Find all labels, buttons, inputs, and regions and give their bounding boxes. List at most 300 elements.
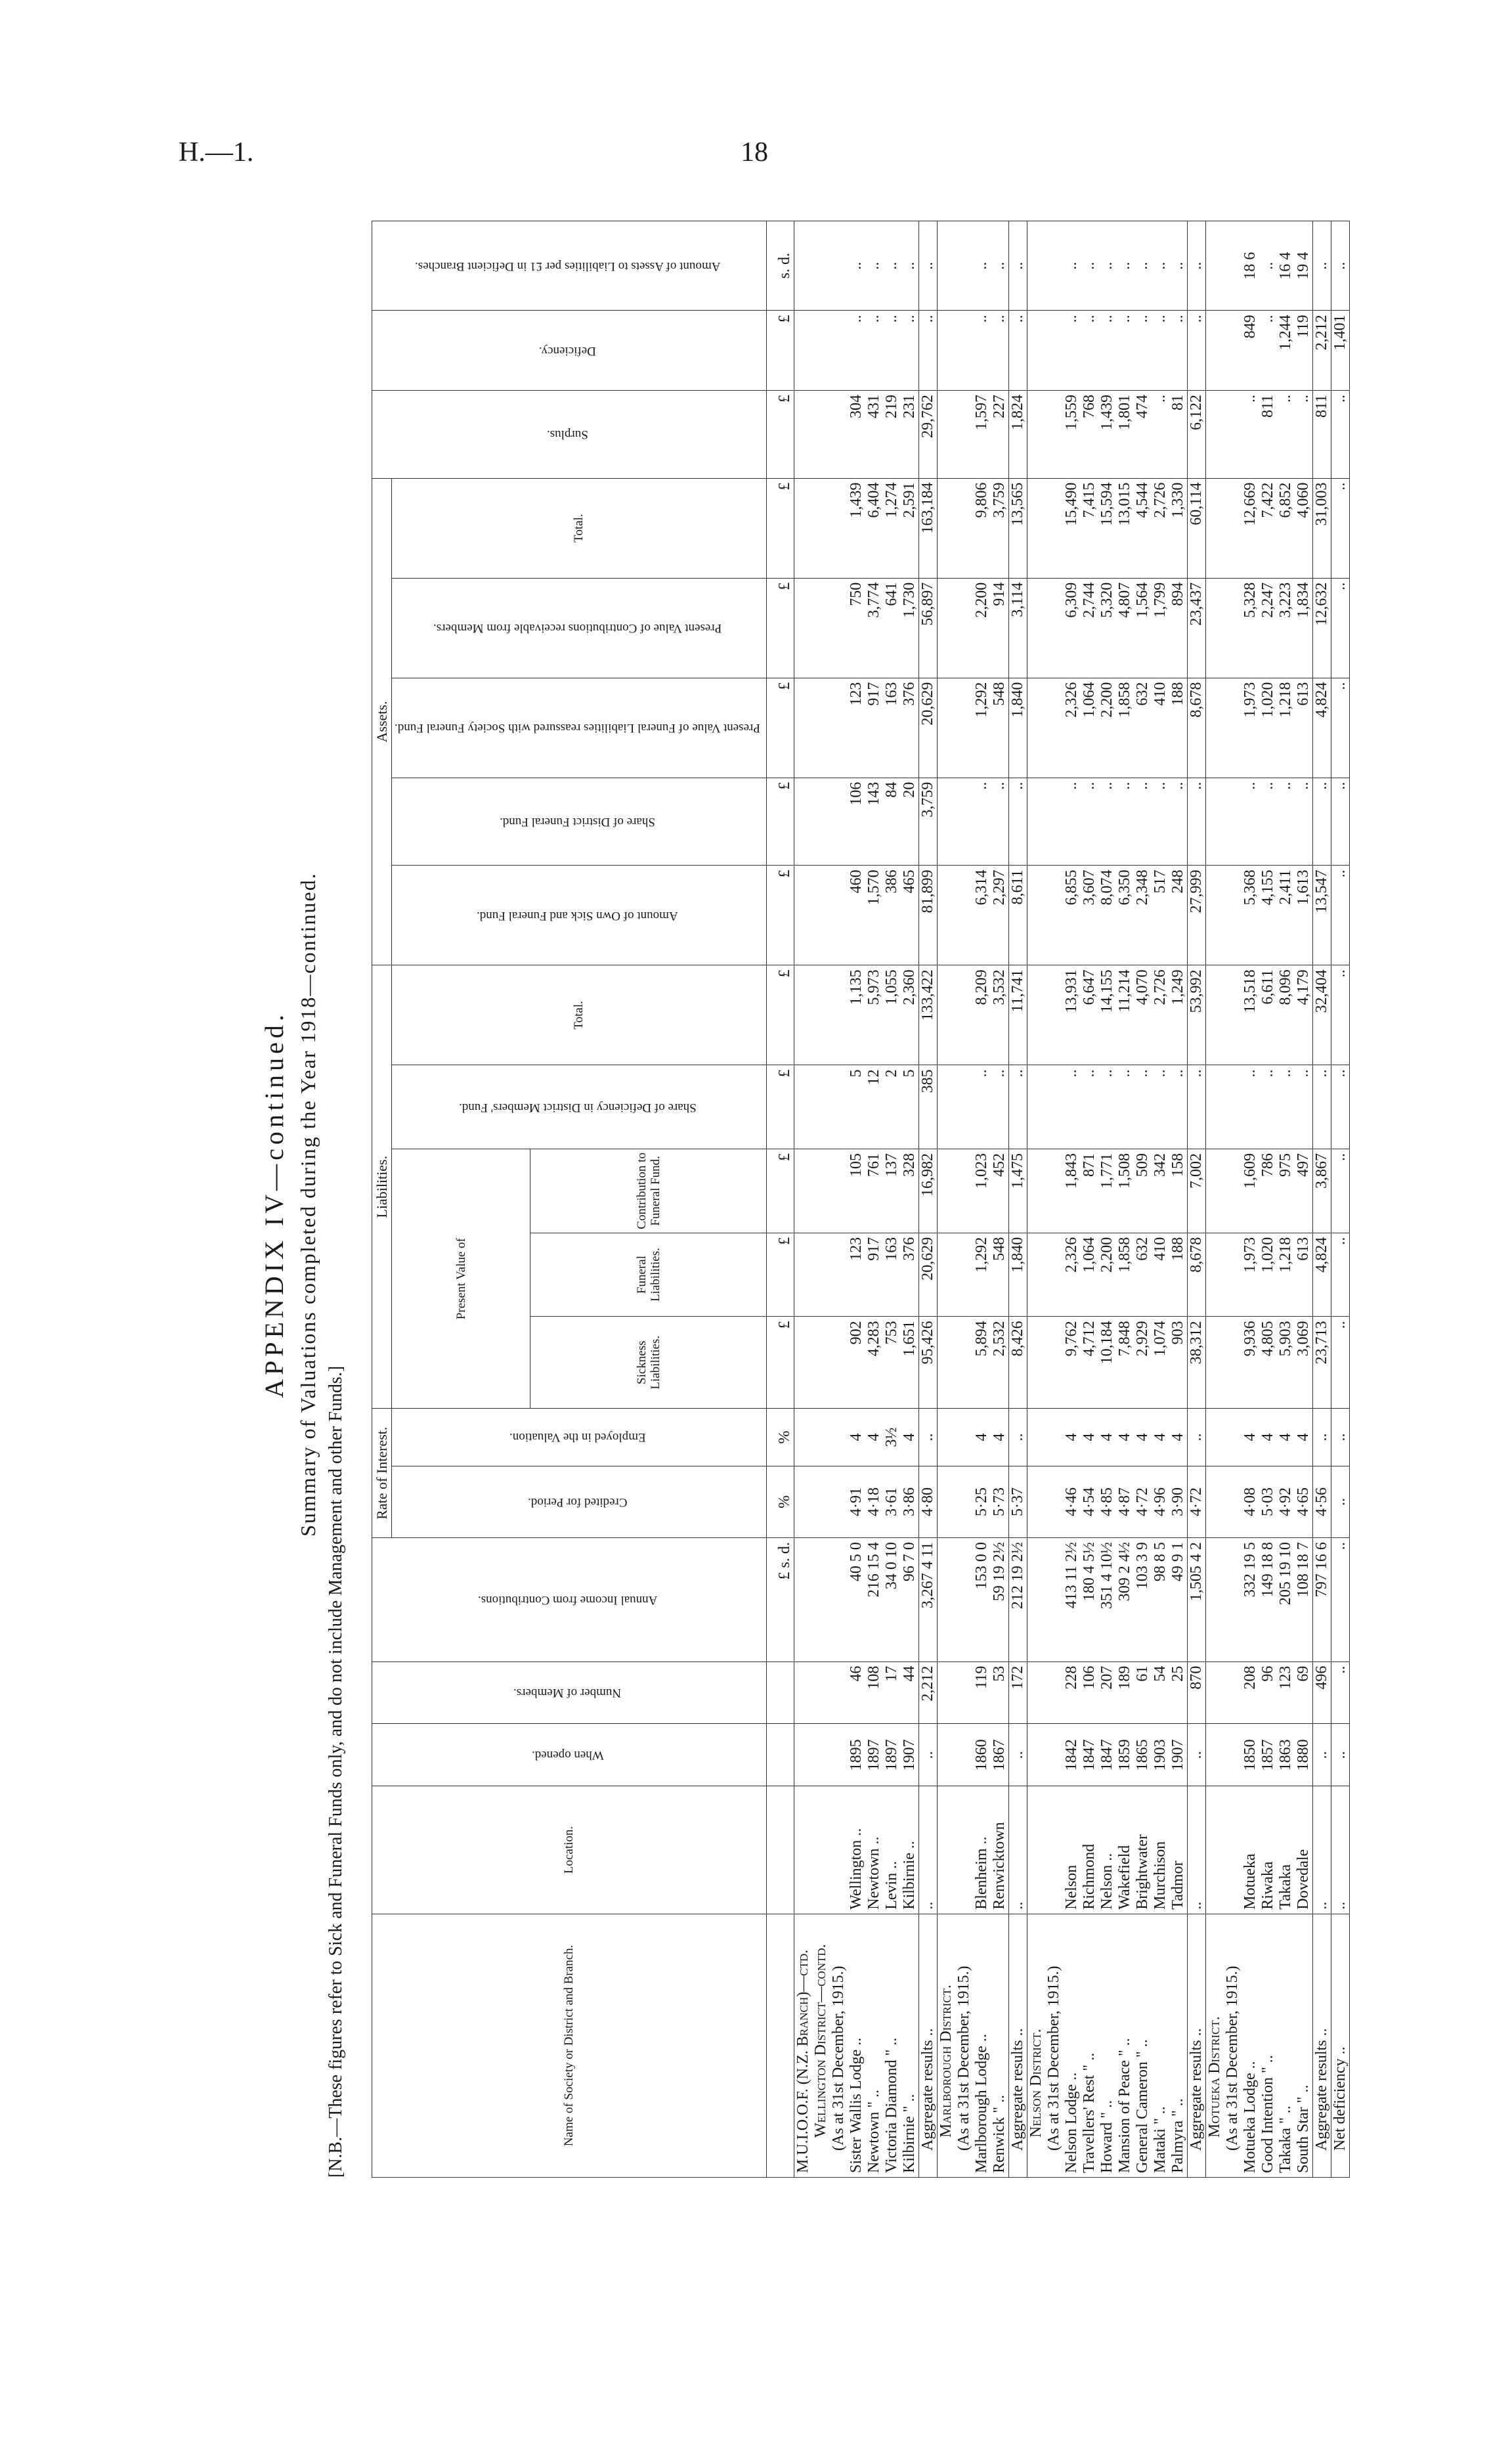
cell-atotal: 31,003	[1312, 478, 1331, 578]
cell-name: Renwick " ..	[991, 1914, 1009, 2177]
cell-perpound: ..	[1312, 221, 1331, 311]
cell-sickness	[812, 1317, 830, 1409]
cell-members: 61	[1134, 1662, 1152, 1724]
cell-deficiency: 1,244	[1277, 311, 1295, 391]
cell-share	[794, 1065, 812, 1149]
cell-funeral: 123	[848, 1233, 865, 1317]
cell-funeral: 548	[991, 1233, 1009, 1317]
cell-atotal: 7,422	[1259, 478, 1277, 578]
cell-total: 14,155	[1098, 965, 1116, 1065]
cell-pvcontrib: 1,799	[1152, 578, 1169, 678]
cell-district	[830, 778, 848, 866]
cell-reassured	[794, 678, 812, 778]
cell-employed: ..	[918, 1409, 937, 1466]
header-funeral-liabilities: Funeral Liabilities.	[530, 1233, 766, 1317]
cell-deficiency	[1027, 311, 1045, 391]
cell-own: 1,570	[865, 866, 883, 965]
cell-employed: ..	[1331, 1409, 1349, 1466]
cell-funeral: 613	[1295, 1233, 1313, 1317]
cell-funeral: ..	[1331, 1233, 1349, 1317]
cell-district: ..	[1242, 778, 1259, 866]
cell-location: Riwaka	[1259, 1786, 1277, 1914]
cell-pvcontrib: 1,730	[901, 578, 919, 678]
cell-reassured	[1027, 678, 1045, 778]
table-row	[1081, 221, 1098, 2178]
units-row	[766, 221, 794, 2178]
cell-total: 8,096	[1277, 965, 1295, 1065]
cell-surplus	[1205, 390, 1224, 478]
cell-share: ..	[1098, 1065, 1116, 1149]
cell-contrib: 871	[1081, 1149, 1098, 1233]
cell-district	[955, 778, 973, 866]
cell-atotal: 7,415	[1081, 478, 1098, 578]
cell-reassured: 1,973	[1242, 678, 1259, 778]
cell-employed: 3½	[883, 1409, 901, 1466]
cell-share: ..	[1116, 1065, 1134, 1149]
cell-contrib: 1,023	[973, 1149, 991, 1233]
cell-location: Wakefield	[1116, 1786, 1134, 1914]
cell-opened	[1045, 1724, 1063, 1786]
cell-name: Good Intention " ..	[1259, 1914, 1277, 2177]
cell-surplus: 219	[883, 390, 901, 478]
cell-atotal: 4,544	[1134, 478, 1152, 578]
cell-credited	[1205, 1466, 1224, 1537]
cell-atotal: 9,806	[973, 478, 991, 578]
table-row	[991, 221, 1009, 2178]
cell-reassured: 123	[848, 678, 865, 778]
cell-district	[1224, 778, 1242, 866]
cell-pvcontrib	[1027, 578, 1045, 678]
header-assets-per-pound: Amount of Assets to Liabilities per £1 in Deficient Branches.	[372, 221, 767, 311]
cell-pvcontrib	[955, 578, 973, 678]
cell-total: 2,726	[1152, 965, 1169, 1065]
cell-contrib: 761	[865, 1149, 883, 1233]
cell-total: 1,135	[848, 965, 865, 1065]
cell-income: 49 9 1	[1169, 1538, 1188, 1662]
cell-own: 6,314	[973, 866, 991, 965]
cell-own: 386	[883, 866, 901, 965]
cell-location	[812, 1786, 830, 1914]
cell-atotal	[812, 478, 830, 578]
cell-surplus: ..	[1152, 390, 1169, 478]
cell-name: Marlborough Lodge ..	[973, 1914, 991, 2177]
cell-total: 1,055	[883, 965, 901, 1065]
cell-members: 108	[865, 1662, 883, 1724]
cell-share: ..	[1152, 1065, 1169, 1149]
cell-total: 53,992	[1187, 965, 1205, 1065]
cell-name: Nelson Lodge ..	[1063, 1914, 1081, 2177]
cell-share: ..	[1277, 1065, 1295, 1149]
cell-reassured: 1,064	[1081, 678, 1098, 778]
cell-surplus: 29,762	[918, 390, 937, 478]
cell-employed: 4	[973, 1409, 991, 1466]
cell-sickness: 2,532	[991, 1317, 1009, 1409]
cell-employed	[937, 1409, 955, 1466]
cell-credited: 3·61	[883, 1466, 901, 1537]
cell-employed	[1045, 1409, 1063, 1466]
cell-credited	[937, 1466, 955, 1537]
unit-cell-own: £	[766, 866, 794, 965]
cell-own: 465	[901, 866, 919, 965]
cell-employed	[1224, 1409, 1242, 1466]
cell-funeral: 1,973	[1242, 1233, 1259, 1317]
cell-opened: 1897	[883, 1724, 901, 1786]
cell-name: Travellers' Rest " ..	[1081, 1914, 1098, 2177]
cell-sickness	[955, 1317, 973, 1409]
cell-atotal	[794, 478, 812, 578]
cell-income: 180 4 5½	[1081, 1538, 1098, 1662]
cell-share	[1224, 1065, 1242, 1149]
cell-name: (As at 31st December, 1915.)	[955, 1914, 973, 2177]
cell-members	[937, 1662, 955, 1724]
cell-funeral	[1045, 1233, 1063, 1317]
cell-pvcontrib: 641	[883, 578, 901, 678]
cell-contrib: 1,475	[1008, 1149, 1027, 1233]
cell-location: Newtown ..	[865, 1786, 883, 1914]
cell-name: Motueka Lodge ..	[1242, 1914, 1259, 2177]
cell-total	[1027, 965, 1045, 1065]
unit-cell-employed: %	[766, 1409, 794, 1466]
section-heading-row	[1027, 221, 1045, 2178]
cell-income: 108 18 7	[1295, 1538, 1313, 1662]
cell-opened: 1847	[1098, 1724, 1116, 1786]
cell-own: 27,999	[1187, 866, 1205, 965]
cell-members: 496	[1312, 1662, 1331, 1724]
cell-perpound	[812, 221, 830, 311]
cell-sickness	[937, 1317, 955, 1409]
cell-pvcontrib	[937, 578, 955, 678]
cell-employed: ..	[1312, 1409, 1331, 1466]
cell-credited: 4·46	[1063, 1466, 1081, 1537]
cell-income	[955, 1538, 973, 1662]
cell-total: 11,214	[1116, 965, 1134, 1065]
cell-share	[937, 1065, 955, 1149]
cell-deficiency: 849	[1242, 311, 1259, 391]
cell-pvcontrib: 1,834	[1295, 578, 1313, 678]
cell-credited: 4·72	[1187, 1466, 1205, 1537]
cell-surplus: ..	[1277, 390, 1295, 478]
cell-share	[830, 1065, 848, 1149]
cell-opened: 1850	[1242, 1724, 1259, 1786]
cell-own	[830, 866, 848, 965]
cell-name: Takaka " ..	[1277, 1914, 1295, 2177]
cell-share: ..	[1008, 1065, 1027, 1149]
cell-sickness: 5,894	[973, 1317, 991, 1409]
valuation-summary-table	[372, 221, 1350, 2178]
cell-name: General Cameron " ..	[1134, 1914, 1152, 2177]
cell-sickness: 7,848	[1116, 1317, 1134, 1409]
cell-total: 13,931	[1063, 965, 1081, 1065]
cell-surplus: ..	[1331, 390, 1349, 478]
cell-location: Tadmor	[1169, 1786, 1188, 1914]
cell-name: Mansion of Peace " ..	[1116, 1914, 1134, 2177]
cell-deficiency: ..	[1152, 311, 1169, 391]
cell-income: 413 11 2½	[1063, 1538, 1081, 1662]
cell-name: Palmyra " ..	[1169, 1914, 1188, 2177]
cell-members: 870	[1187, 1662, 1205, 1724]
cell-opened: 1907	[1169, 1724, 1188, 1786]
cell-opened: 1907	[901, 1724, 919, 1786]
cell-credited	[794, 1466, 812, 1537]
cell-district: 3,759	[918, 778, 937, 866]
cell-atotal: 2,591	[901, 478, 919, 578]
cell-own: 13,547	[1312, 866, 1331, 965]
cell-reassured: 188	[1169, 678, 1188, 778]
note-text: [N.B.—These figures refer to Sick and Funeral Funds only, and do not include Management and other Funds.]	[326, 1365, 346, 2178]
cell-employed: 4	[1259, 1409, 1277, 1466]
cell-opened	[794, 1724, 812, 1786]
cell-pvcontrib: ..	[1331, 578, 1349, 678]
cell-deficiency	[1205, 311, 1224, 391]
cell-funeral: 2,200	[1098, 1233, 1116, 1317]
cell-opened: ..	[918, 1724, 937, 1786]
cell-share: 2	[883, 1065, 901, 1149]
cell-sickness: 23,713	[1312, 1317, 1331, 1409]
cell-income	[830, 1538, 848, 1662]
cell-atotal: 6,404	[865, 478, 883, 578]
cell-funeral: 1,218	[1277, 1233, 1295, 1317]
header-rate-of-interest: Rate of Interest.	[372, 1409, 392, 1538]
cell-opened: ..	[1187, 1724, 1205, 1786]
cell-opened: 1857	[1259, 1724, 1277, 1786]
unit-cell-surplus: £	[766, 390, 794, 478]
section-heading-row	[830, 221, 848, 2178]
cell-contrib: ..	[1331, 1149, 1349, 1233]
cell-opened	[1224, 1724, 1242, 1786]
cell-sickness	[830, 1317, 848, 1409]
cell-reassured: 410	[1152, 678, 1169, 778]
cell-credited: 5·37	[1008, 1466, 1027, 1537]
cell-income: 149 18 8	[1259, 1538, 1277, 1662]
cell-deficiency	[955, 311, 973, 391]
cell-funeral: 4,824	[1312, 1233, 1331, 1317]
cell-reassured	[1045, 678, 1063, 778]
cell-deficiency: ..	[1169, 311, 1188, 391]
cell-employed: 4	[901, 1409, 919, 1466]
unit-cell-location	[766, 1786, 794, 1914]
cell-contrib: 1,843	[1063, 1149, 1081, 1233]
cell-district: ..	[973, 778, 991, 866]
cell-employed: 4	[848, 1409, 865, 1466]
cell-reassured: 1,020	[1259, 678, 1277, 778]
cell-deficiency: ..	[1008, 311, 1027, 391]
table-row	[1116, 221, 1134, 2178]
cell-sickness: 4,712	[1081, 1317, 1098, 1409]
cell-share: ..	[1242, 1065, 1259, 1149]
page-reference: H.—1.	[179, 137, 254, 167]
cell-funeral	[1027, 1233, 1045, 1317]
cell-contrib: 1,508	[1116, 1149, 1134, 1233]
cell-perpound	[830, 221, 848, 311]
cell-district: ..	[1098, 778, 1116, 866]
cell-name: (As at 31st December, 1915.)	[830, 1914, 848, 2177]
cell-pvcontrib	[1045, 578, 1063, 678]
header-pv-contributions: Present Value of Contributions receivable from Members.	[392, 578, 767, 678]
cell-surplus: 1,801	[1116, 390, 1134, 478]
cell-total: 1,249	[1169, 965, 1188, 1065]
cell-district: ..	[1295, 778, 1313, 866]
cell-members: 46	[848, 1662, 865, 1724]
unit-cell-pvcontrib: £	[766, 578, 794, 678]
cell-credited: 4·08	[1242, 1466, 1259, 1537]
cell-name: Aggregate results ..	[1312, 1914, 1331, 2177]
cell-pvcontrib: 3,774	[865, 578, 883, 678]
cell-contrib: 16,982	[918, 1149, 937, 1233]
cell-deficiency: 119	[1295, 311, 1313, 391]
cell-own	[812, 866, 830, 965]
cell-funeral: 1,840	[1008, 1233, 1027, 1317]
cell-contrib: 452	[991, 1149, 1009, 1233]
cell-perpound: ..	[848, 221, 865, 311]
cell-funeral: 1,292	[973, 1233, 991, 1317]
cell-sickness: 903	[1169, 1317, 1188, 1409]
cell-funeral: 917	[865, 1233, 883, 1317]
cell-sickness: 1,651	[901, 1317, 919, 1409]
cell-perpound: ..	[1008, 221, 1027, 311]
cell-location: Murchison	[1152, 1786, 1169, 1914]
cell-contrib: 509	[1134, 1149, 1152, 1233]
cell-district	[1027, 778, 1045, 866]
section-heading-row	[1045, 221, 1063, 2178]
cell-location: ..	[1312, 1786, 1331, 1914]
cell-surplus	[1027, 390, 1045, 478]
cell-contrib	[1224, 1149, 1242, 1233]
cell-reassured: 4,824	[1312, 678, 1331, 778]
cell-surplus: ..	[1242, 390, 1259, 478]
cell-opened: 1860	[973, 1724, 991, 1786]
cell-sickness	[1224, 1317, 1242, 1409]
cell-income: 332 19 5	[1242, 1538, 1259, 1662]
cell-sickness: 10,184	[1098, 1317, 1116, 1409]
cell-income: ..	[1331, 1538, 1349, 1662]
cell-income: 3,267 4 11	[918, 1538, 937, 1662]
cell-opened: 1865	[1134, 1724, 1152, 1786]
cell-income: 351 4 10½	[1098, 1538, 1116, 1662]
table-row	[848, 221, 865, 2178]
cell-contrib: 105	[848, 1149, 865, 1233]
cell-district	[794, 778, 812, 866]
cell-total	[1205, 965, 1224, 1065]
cell-credited: 3·86	[901, 1466, 919, 1537]
cell-perpound	[955, 221, 973, 311]
cell-share: ..	[1259, 1065, 1277, 1149]
cell-name: Marlborough District.	[937, 1914, 955, 2177]
cell-income	[1205, 1538, 1224, 1662]
cell-surplus: 768	[1081, 390, 1098, 478]
cell-members	[794, 1662, 812, 1724]
cell-perpound	[937, 221, 955, 311]
cell-income	[1045, 1538, 1063, 1662]
cell-atotal	[1224, 478, 1242, 578]
cell-perpound: ..	[973, 221, 991, 311]
section-heading-row	[937, 221, 955, 2178]
cell-employed: 4	[1277, 1409, 1295, 1466]
cell-deficiency: ..	[883, 311, 901, 391]
cell-perpound: ..	[1081, 221, 1098, 311]
cell-reassured	[937, 678, 955, 778]
page-number: 18	[741, 137, 768, 167]
cell-own	[1045, 866, 1063, 965]
cell-employed	[794, 1409, 812, 1466]
header-when-opened: When opened.	[372, 1724, 767, 1786]
cell-contrib	[937, 1149, 955, 1233]
cell-pvcontrib: 3,114	[1008, 578, 1027, 678]
cell-own	[794, 866, 812, 965]
header-share-district: Share of District Funeral Fund.	[392, 778, 767, 866]
cell-employed: 4	[1242, 1409, 1259, 1466]
unit-cell-contrib: £	[766, 1149, 794, 1233]
cell-members: 53	[991, 1662, 1009, 1724]
cell-name: Aggregate results ..	[1187, 1914, 1205, 2177]
cell-credited: 4·87	[1116, 1466, 1134, 1537]
cell-credited	[1045, 1466, 1063, 1537]
cell-credited	[1224, 1466, 1242, 1537]
cell-total	[1045, 965, 1063, 1065]
cell-credited: 5·03	[1259, 1466, 1277, 1537]
cell-sickness: 753	[883, 1317, 901, 1409]
unit-cell-members	[766, 1662, 794, 1724]
cell-reassured	[1224, 678, 1242, 778]
cell-atotal	[1205, 478, 1224, 578]
cell-sickness	[1045, 1317, 1063, 1409]
cell-opened	[1205, 1724, 1224, 1786]
cell-funeral: 410	[1152, 1233, 1169, 1317]
table-row	[973, 221, 991, 2178]
cell-members: ..	[1331, 1662, 1349, 1724]
cell-share	[955, 1065, 973, 1149]
cell-location	[1224, 1786, 1242, 1914]
cell-contrib	[830, 1149, 848, 1233]
cell-income: 309 2 4½	[1116, 1538, 1134, 1662]
cell-name: Howard " ..	[1098, 1914, 1116, 2177]
unit-cell-credited: %	[766, 1466, 794, 1537]
cell-share	[812, 1065, 830, 1149]
cell-members: 172	[1008, 1662, 1027, 1724]
cell-reassured: 1,858	[1116, 678, 1134, 778]
cell-atotal	[1045, 478, 1063, 578]
cell-atotal	[1027, 478, 1045, 578]
cell-members: 25	[1169, 1662, 1188, 1724]
cell-total: 133,422	[918, 965, 937, 1065]
cell-own: ..	[1331, 866, 1349, 965]
cell-members	[1045, 1662, 1063, 1724]
cell-perpound: ..	[1187, 221, 1205, 311]
cell-district	[937, 778, 955, 866]
cell-share: ..	[1081, 1065, 1098, 1149]
cell-deficiency	[812, 311, 830, 391]
cell-reassured	[830, 678, 848, 778]
cell-sickness	[1027, 1317, 1045, 1409]
cell-pvcontrib	[812, 578, 830, 678]
cell-perpound: ..	[1098, 221, 1116, 311]
cell-name: M.U.I.O.O.F. (N.Z. Branch)—ctd.	[794, 1914, 812, 2177]
cell-contrib: 3,867	[1312, 1149, 1331, 1233]
table-row	[1259, 221, 1277, 2178]
cell-contrib	[812, 1149, 830, 1233]
cell-reassured: 2,326	[1063, 678, 1081, 778]
cell-location: Richmond	[1081, 1786, 1098, 1914]
cell-funeral: 632	[1134, 1233, 1152, 1317]
table-row	[1331, 221, 1349, 2178]
cell-atotal: 13,565	[1008, 478, 1027, 578]
cell-total	[937, 965, 955, 1065]
cell-opened: ..	[1008, 1724, 1027, 1786]
table-row	[1295, 221, 1313, 2178]
cell-atotal: ..	[1331, 478, 1349, 578]
table-row	[901, 221, 919, 2178]
cell-perpound: ..	[1116, 221, 1134, 311]
cell-funeral: 8,678	[1187, 1233, 1205, 1317]
